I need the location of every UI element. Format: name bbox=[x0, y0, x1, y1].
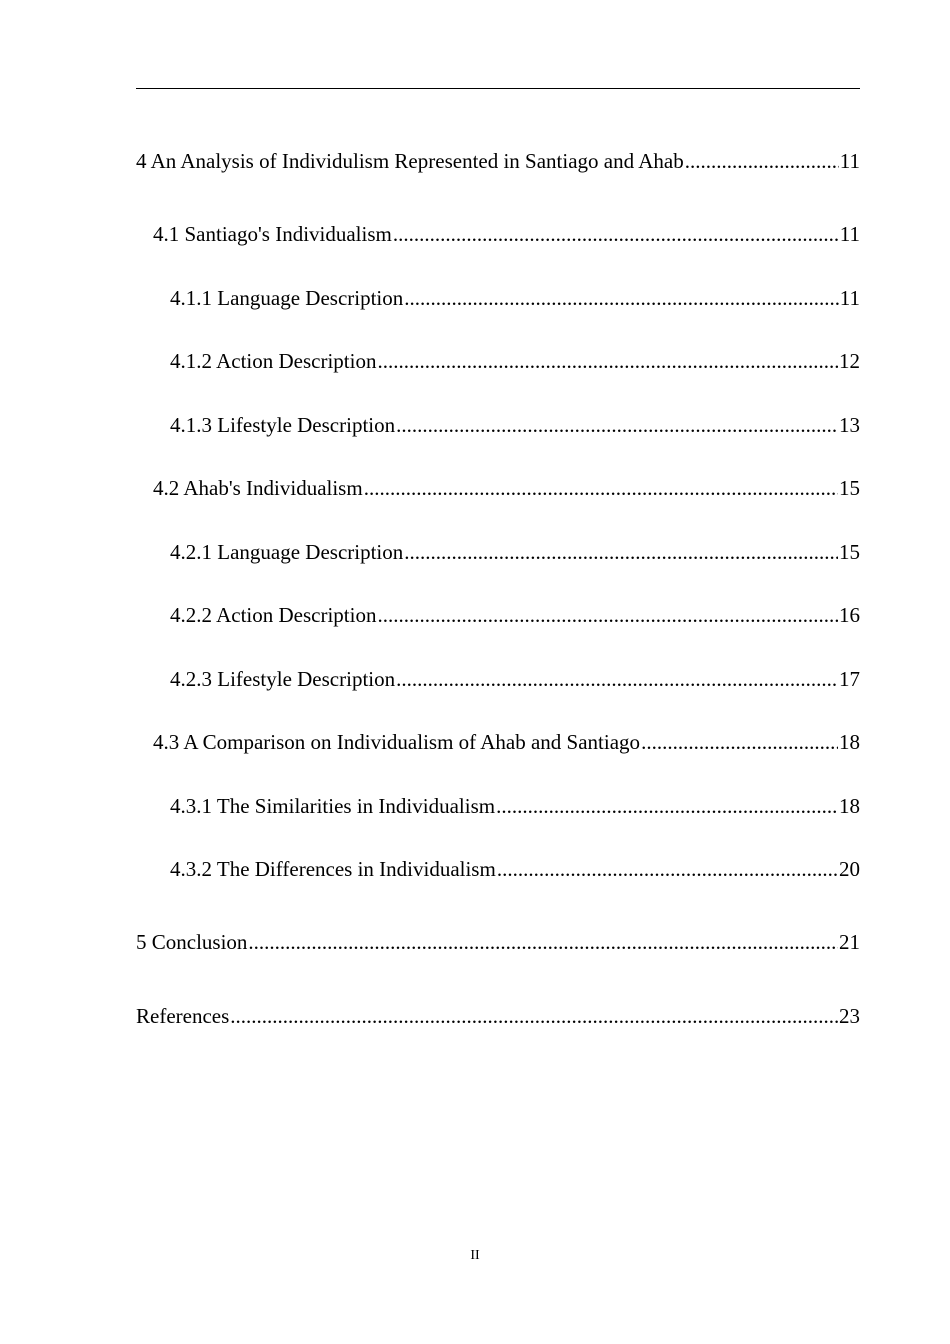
toc-leader-dots bbox=[497, 856, 838, 882]
toc-entry-label: 4.1.2 Action Description bbox=[170, 349, 377, 373]
toc-entry-label: 4.2.1 Language Description bbox=[170, 540, 404, 564]
toc-entry-label: 4.1.1 Language Description bbox=[170, 286, 404, 310]
toc-entry-chapter-4[interactable] bbox=[136, 148, 860, 174]
toc-entry-label: 4 An Analysis of Individulism Represented in Santiago and Ahab bbox=[136, 149, 684, 173]
toc-entry-label: References bbox=[136, 1004, 230, 1028]
toc-entry-page: 18 bbox=[839, 794, 860, 818]
toc-entry-4-1[interactable] bbox=[136, 221, 860, 247]
toc-entry-page: 11 bbox=[839, 286, 860, 310]
toc-leader-dots bbox=[396, 412, 838, 438]
toc-entry-4-2-3[interactable] bbox=[136, 666, 860, 692]
toc-entry-page: 23 bbox=[839, 1004, 860, 1028]
toc-entry-label: 4.2.2 Action Description bbox=[170, 603, 377, 627]
toc-entry-4-3-1[interactable] bbox=[136, 793, 860, 819]
toc-entry-4-1-2[interactable] bbox=[136, 348, 860, 374]
toc-entry-label: 4.1.3 Lifestyle Description bbox=[170, 413, 396, 437]
toc-entry-4-3-2[interactable] bbox=[136, 856, 860, 882]
toc-leader-dots bbox=[230, 1003, 838, 1029]
toc-entry-page: 11 bbox=[839, 222, 860, 246]
header-rule bbox=[136, 88, 860, 89]
toc-leader-dots bbox=[248, 929, 838, 955]
toc-leader-dots bbox=[641, 729, 838, 755]
toc-leader-dots bbox=[685, 148, 839, 174]
toc-entry-page: 15 bbox=[839, 476, 860, 500]
toc-entry-label: 4.3.2 The Differences in Individualism bbox=[170, 857, 496, 881]
toc-entry-label: 4.3 A Comparison on Individualism of Ahab and Santiago bbox=[153, 730, 641, 754]
toc-entry-page: 11 bbox=[839, 149, 860, 173]
toc-leader-dots bbox=[393, 221, 839, 247]
toc-entry-label: 4.1 Santiago's Individualism bbox=[153, 222, 392, 246]
toc-leader-dots bbox=[496, 793, 838, 819]
toc-leader-dots bbox=[404, 539, 838, 565]
toc-entry-page: 15 bbox=[839, 540, 860, 564]
toc-entry-4-2-1[interactable] bbox=[136, 539, 860, 565]
toc-entry-page: 20 bbox=[839, 857, 860, 881]
toc-entry-page: 13 bbox=[839, 413, 860, 437]
toc-leader-dots bbox=[377, 602, 838, 628]
toc-leader-dots bbox=[364, 475, 838, 501]
toc-entry-4-1-1[interactable] bbox=[136, 285, 860, 311]
toc-entry-page: 18 bbox=[839, 730, 860, 754]
toc-entry-page: 16 bbox=[839, 603, 860, 627]
toc-entry-4-2-2[interactable] bbox=[136, 602, 860, 628]
toc-entry-label: 4.3.1 The Similarities in Individualism bbox=[170, 794, 496, 818]
footer-page-number: II bbox=[470, 1248, 480, 1263]
toc-entry-page: 17 bbox=[839, 667, 860, 691]
toc-entry-page: 21 bbox=[839, 930, 860, 954]
toc-entry-page: 12 bbox=[839, 349, 860, 373]
toc-entry-references[interactable] bbox=[136, 1003, 860, 1029]
toc-entry-label: 4.2 Ahab's Individualism bbox=[153, 476, 363, 500]
toc-entry-4-1-3[interactable] bbox=[136, 412, 860, 438]
toc-entry-4-2[interactable] bbox=[136, 475, 860, 501]
toc-leader-dots bbox=[377, 348, 838, 374]
toc-leader-dots bbox=[404, 285, 838, 311]
toc-entry-label: 5 Conclusion bbox=[136, 930, 248, 954]
toc-entry-4-3[interactable] bbox=[136, 729, 860, 755]
toc-entry-label: 4.2.3 Lifestyle Description bbox=[170, 667, 396, 691]
toc-leader-dots bbox=[396, 666, 838, 692]
toc-entry-chapter-5[interactable] bbox=[136, 929, 860, 955]
